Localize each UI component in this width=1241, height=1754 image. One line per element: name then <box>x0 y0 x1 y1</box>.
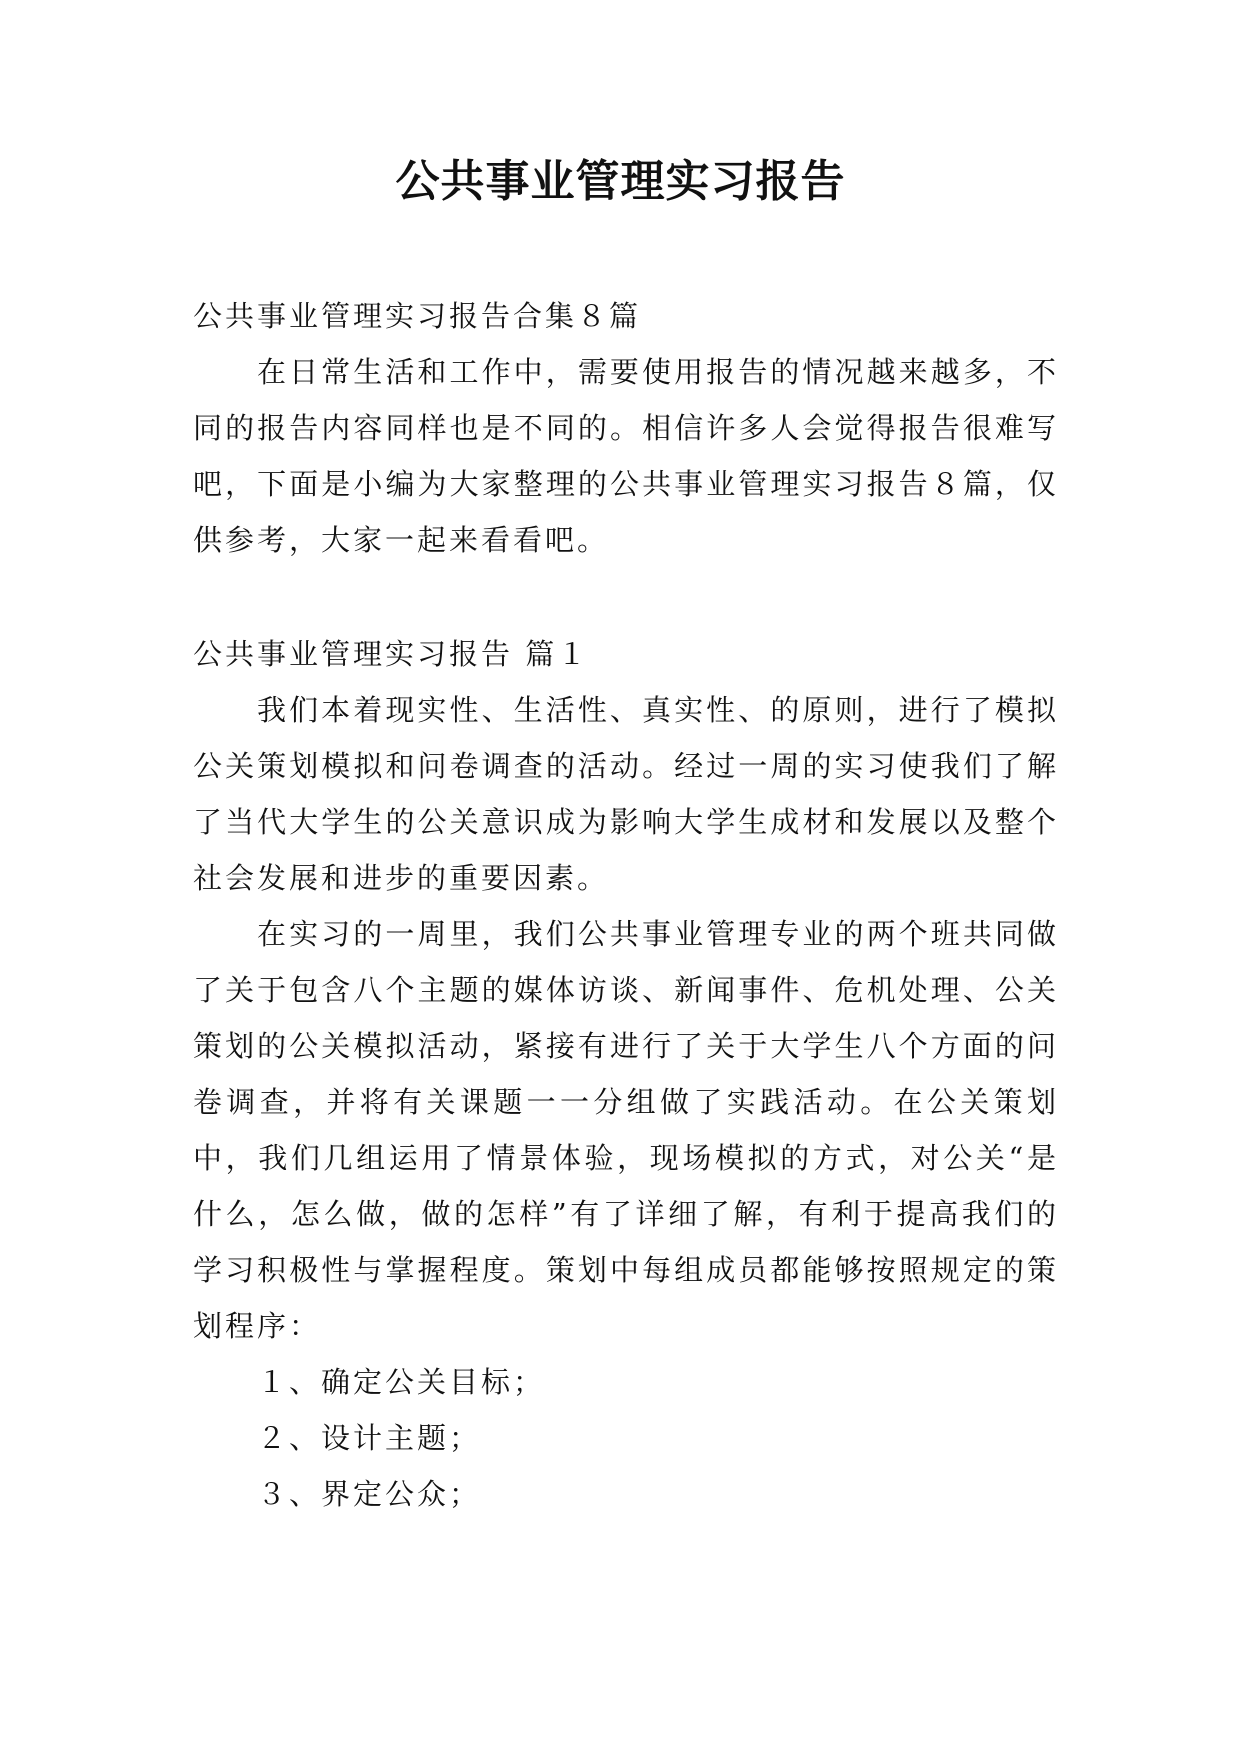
section-heading: 公共事业管理实习报告 篇１ <box>193 637 590 671</box>
document-body <box>193 288 1059 1522</box>
section-paragraph-2: 在实习的一周里，我们公共事业管理专业的两个班共同做了关于包含八个主题的媒体访谈、新闻事件、危机处理、公关策划的公关模拟活动，紧接有进行了关于大学生八个方面的问卷调查，并将有关课题一一分组做了实践活动。在公关策划中，我们几组运用了情景体验，现场模拟的方式，对公关“是什么，怎么做，做的怎样”有了详细了解，有利于提高我们的学习积极性与掌握程度。策划中每组成员都能够按照规定的策划程序： <box>193 917 1059 1343</box>
section-paragraph-1: 我们本着现实性、生活性、真实性、的原则，进行了模拟公关策划模拟和问卷调查的活动。经过一周的实习使我们了解了当代大学生的公关意识成为影响大学生成材和发展以及整个社会发展和进步的重要因素。 <box>193 693 1059 895</box>
collection-heading: 公共事业管理实习报告合集８篇 <box>193 299 642 333</box>
list-item: １、确定公关目标； <box>257 1365 546 1399</box>
list-item: ３、界定公众； <box>257 1477 482 1511</box>
intro-paragraph: 在日常生活和工作中，需要使用报告的情况越来越多，不同的报告内容同样也是不同的。相信许多人会觉得报告很难写吧，下面是小编为大家整理的公共事业管理实习报告８篇，仅供参考，大家一起来看看吧。 <box>193 355 1059 557</box>
document-title: 公共事业管理实习报告 <box>395 156 846 207</box>
section-spacer <box>193 568 1059 626</box>
list-item: ２、设计主题； <box>257 1421 482 1455</box>
